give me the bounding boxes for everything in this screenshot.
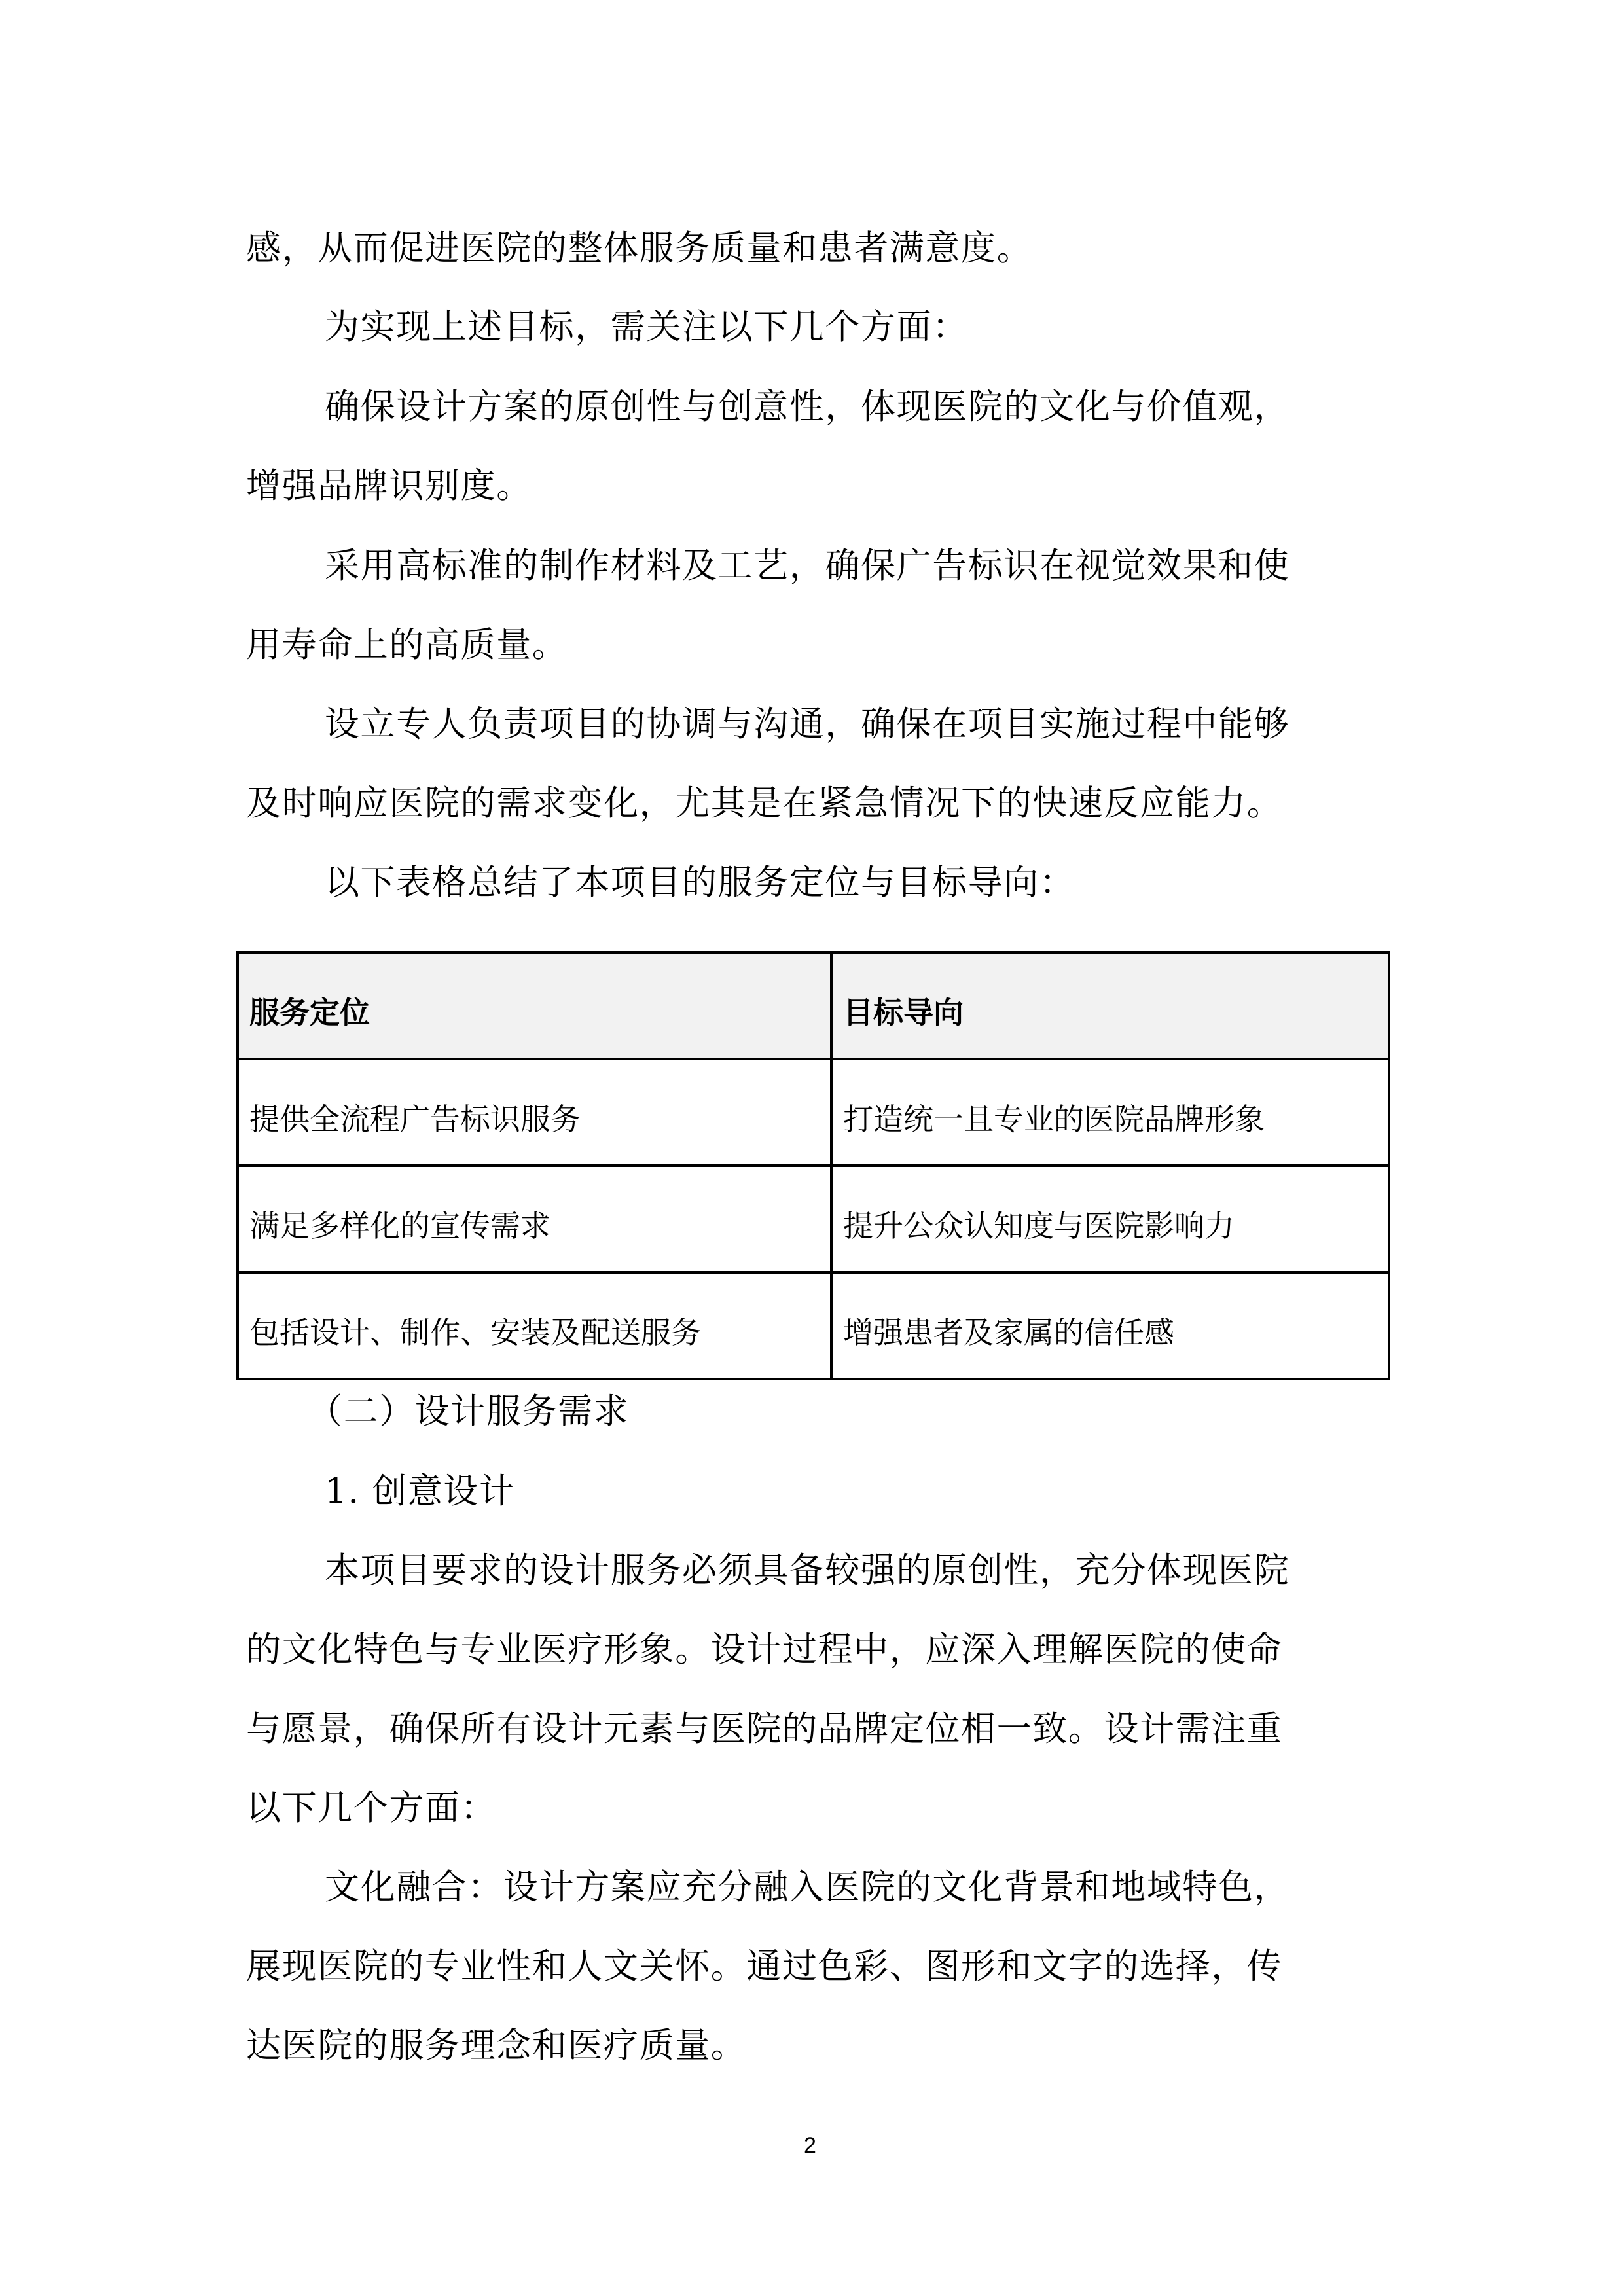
table-cell: 提供全流程广告标识服务: [238, 1059, 831, 1166]
paragraph-line: 感，从而促进医院的整体服务质量和患者满意度。: [246, 228, 1033, 268]
paragraph-line: 用寿命上的高质量。: [246, 625, 568, 665]
paragraph-line: 设立专人负责项目的协调与沟通，确保在项目实施过程中能够: [325, 704, 1290, 744]
paragraph-line: 为实现上述目标，需关注以下几个方面：: [325, 307, 968, 347]
table-header-cell: 服务定位: [238, 952, 831, 1059]
paragraph-line: 展现医院的专业性和人文关怀。通过色彩、图形和文字的选择，传: [246, 1946, 1283, 1986]
paragraph-line: 与愿景，确保所有设计元素与医院的品牌定位相一致。设计需注重: [246, 1709, 1283, 1749]
table-cell: 打造统一且专业的医院品牌形象: [831, 1059, 1389, 1166]
page-number: 2: [804, 2133, 816, 2158]
paragraph-line: 采用高标准的制作材料及工艺，确保广告标识在视觉效果和使: [325, 546, 1290, 586]
paragraph-line: 以下几个方面：: [246, 1788, 497, 1828]
paragraph-line: 及时响应医院的需求变化，尤其是在紧急情况下的快速反应能力。: [246, 783, 1283, 823]
subsection-heading: 1. 创意设计: [325, 1471, 515, 1511]
table-cell: 增强患者及家属的信任感: [831, 1272, 1389, 1379]
paragraph-line: 达医院的服务理念和医疗质量。: [246, 2026, 747, 2066]
paragraph-line: 确保设计方案的原创性与创意性，体现医院的文化与价值观，: [325, 387, 1290, 427]
table-header-cell: 目标导向: [831, 952, 1389, 1059]
table-header-row: [238, 952, 1389, 1059]
paragraph-line: 的文化特色与专业医疗形象。设计过程中，应深入理解医院的使命: [246, 1630, 1283, 1670]
table-cell: 提升公众认知度与医院影响力: [831, 1166, 1389, 1272]
section-heading: （二）设计服务需求: [308, 1391, 630, 1431]
paragraph-line: 文化融合：设计方案应充分融入医院的文化背景和地域特色，: [325, 1867, 1290, 1907]
paragraph-line: 本项目要求的设计服务必须具备较强的原创性，充分体现医院: [325, 1551, 1290, 1590]
paragraph-line: 以下表格总结了本项目的服务定位与目标导向：: [325, 863, 1075, 903]
table-cell: 包括设计、制作、安装及配送服务: [238, 1272, 831, 1379]
paragraph-line: 增强品牌识别度。: [246, 466, 532, 506]
table-row: [238, 1272, 1389, 1379]
table-cell: 满足多样化的宣传需求: [238, 1166, 831, 1272]
service-positioning-table: [236, 951, 1390, 1380]
table-row: [238, 1166, 1389, 1272]
table-row: [238, 1059, 1389, 1166]
